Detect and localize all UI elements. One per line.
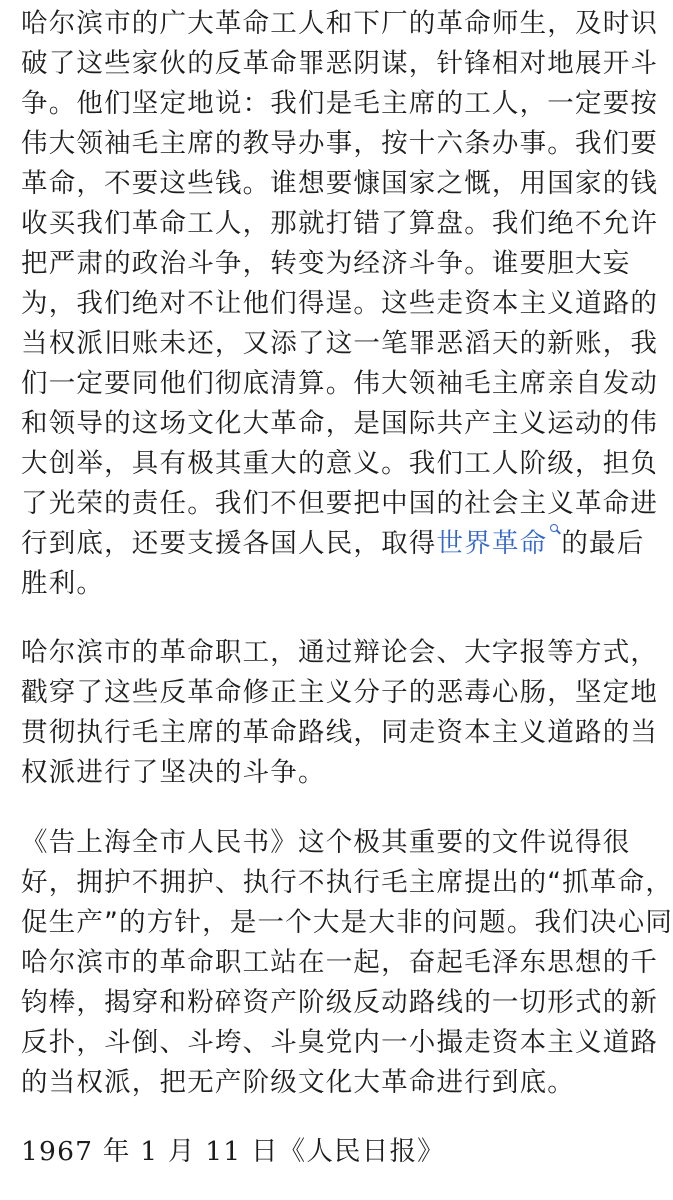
text-segment: 行到底，还要支援各国人民，取得 xyxy=(21,528,437,559)
text-line: 当权派旧账未还，又添了这一笔罪恶滔天的新账，我 xyxy=(21,328,659,359)
text-line: 了光荣的责任。我们不但要把中国的社会主义革命进 xyxy=(21,488,659,519)
text-line: 和领导的这场文化大革命，是国际共产主义运动的伟 xyxy=(21,408,659,439)
text-line: 的当权派，把无产阶级文化大革命进行到底。 xyxy=(21,1067,575,1098)
text-line xyxy=(21,524,658,564)
paragraph-3 xyxy=(21,823,673,1103)
text-line: 伟大领袖毛主席的教导办事，按十六条办事。我们要 xyxy=(21,128,659,159)
text-line: 《告上海全市人民书》这个极其重要的文件说得很 xyxy=(21,827,631,858)
text-line: 哈尔滨市的革命职工站在一起，奋起毛泽东思想的千 xyxy=(21,947,659,978)
text-line: 贯彻执行毛主席的革命路线，同走资本主义道路的当 xyxy=(21,717,659,748)
text-line: 好，拥护不拥护、执行不执行毛主席提出的“抓革命， xyxy=(21,867,673,898)
text-line: 促生产”的方针，是一个大是大非的问题。我们决心同 xyxy=(21,907,673,938)
dateline-text: 1967 年 1 月 11 日《人民日报》 xyxy=(21,1136,445,1167)
paragraph-2 xyxy=(21,633,658,793)
text-line: 反扑，斗倒、斗垮、斗臭党内一小撮走资本主义道路 xyxy=(21,1027,659,1058)
text-line: 权派进行了坚决的斗争。 xyxy=(21,757,326,788)
text-line: 哈尔滨市的广大革命工人和下厂的革命师生，及时识 xyxy=(21,8,659,39)
link-label: 世界革命 xyxy=(436,528,548,559)
text-line: 戳穿了这些反革命修正主义分子的恶毒心肠，坚定地 xyxy=(21,677,659,708)
text-line: 革命，不要这些钱。谁想要慷国家之慨，用国家的钱 xyxy=(21,168,659,199)
text-line: 把严肃的政治斗争，转变为经济斗争。谁要胆大妄 xyxy=(21,248,631,279)
source-dateline xyxy=(21,1132,445,1172)
text-line: 破了这些家伙的反革命罪恶阴谋，针锋相对地展开斗 xyxy=(21,48,659,79)
text-segment: 的最后 xyxy=(561,528,645,559)
text-line: 钧棒，揭穿和粉碎资产阶级反动路线的一切形式的新 xyxy=(21,987,659,1018)
search-icon xyxy=(549,524,560,538)
text-line: 们一定要同他们彻底清算。伟大领袖毛主席亲自发动 xyxy=(21,368,659,399)
text-line: 胜利。 xyxy=(21,568,105,599)
text-line: 哈尔滨市的革命职工，通过辩论会、大字报等方式， xyxy=(21,637,659,668)
text-line: 收买我们革命工人，那就打错了算盘。我们绝不允许 xyxy=(21,208,659,239)
paragraph-1 xyxy=(21,4,658,604)
world-revolution-link[interactable] xyxy=(437,528,562,559)
text-line: 大创举，具有极其重大的意义。我们工人阶级，担负 xyxy=(21,448,659,479)
text-line: 争。他们坚定地说：我们是毛主席的工人，一定要按 xyxy=(21,88,659,119)
text-line: 为，我们绝对不让他们得逞。这些走资本主义道路的 xyxy=(21,288,659,319)
